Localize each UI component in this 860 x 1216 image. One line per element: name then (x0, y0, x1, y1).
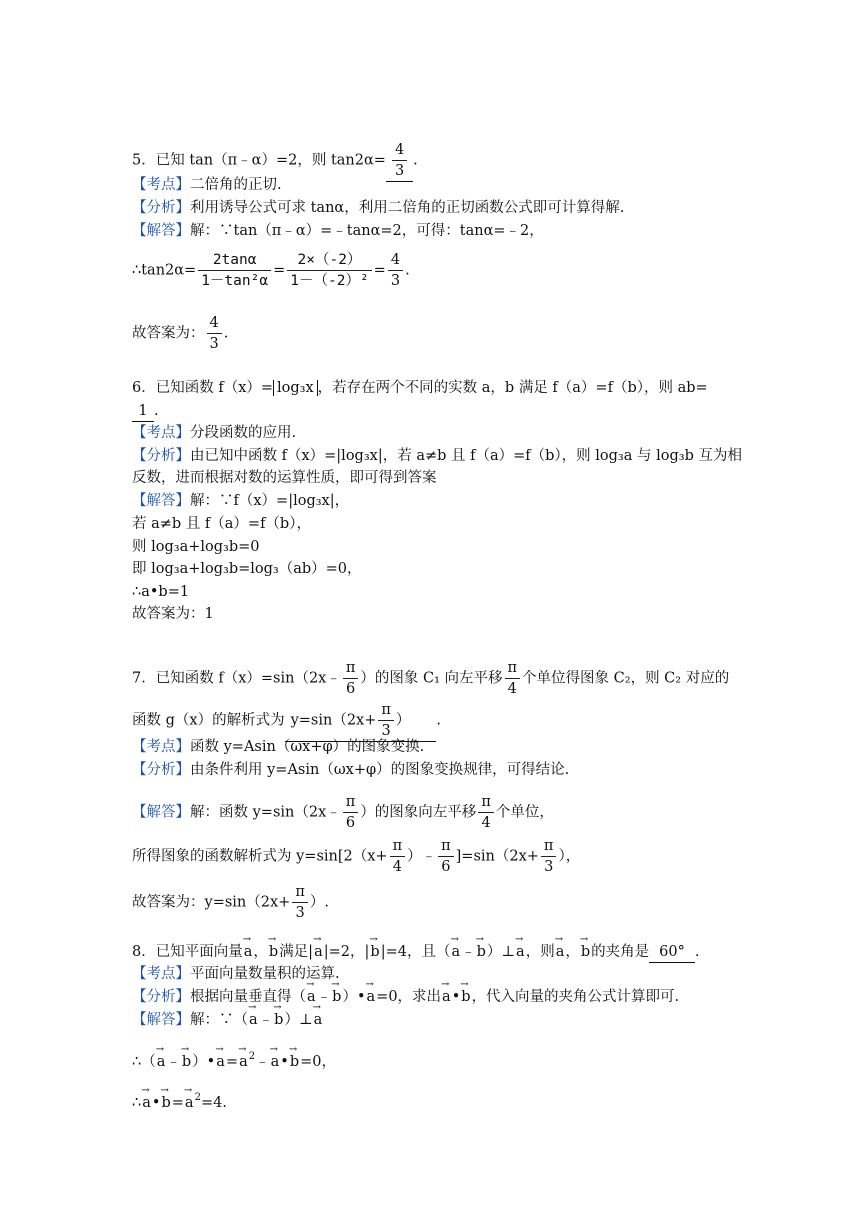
q5-der-f1-den: 1－tan²α (198, 270, 271, 291)
q8-vec-b-2: → b (369, 942, 380, 962)
q7-six: 6 (343, 678, 359, 699)
q8-kaodian-text: 平面向量数量积的运算. (190, 966, 340, 982)
q8-stem-a: 8．已知平面向量 (132, 944, 243, 960)
q8-comma-2: ， (565, 944, 580, 960)
q8-fx-d: ，代入向量的夹角公式计算即可. (471, 989, 680, 1005)
q8-fx-dot: • (451, 989, 461, 1005)
q7-jd-six: 6 (343, 812, 359, 833)
q7-jd-pi: π (345, 794, 356, 810)
q6-stem-a: 6．已知函数 f（x）= (132, 380, 274, 396)
q5-der-eq: = (273, 262, 286, 279)
q8-l2-vec-a-2: → a (215, 1052, 226, 1072)
q7-ans-a: y=sin（2x+ (290, 712, 377, 729)
q6-jieda-line4: 即 log₃a+log₃b=log₃（ab）=0， (132, 561, 362, 577)
q5-final-end: . (223, 325, 229, 342)
q7-ans-three: 3 (378, 720, 394, 741)
q6-jieda-line1: 解：∵f（x）=|log₃x|， (190, 493, 350, 509)
q8-vec-b-4: → b (580, 942, 591, 962)
q7-ans-pi: π (381, 702, 391, 718)
q6-fenxi-line1: 由已知中函数 f（x）=|log₃x|，若 a≠b 且 f（a）=f（b），则 log₃a 与 log₃b 互为相 (190, 448, 742, 464)
q8-l2-vec-b-2: → b (289, 1052, 300, 1072)
q7-four: 4 (505, 678, 521, 699)
q8-comma: ， (253, 944, 268, 960)
kaodian-tag: 【考点】 (132, 966, 190, 982)
q7-jd-four: 4 (478, 812, 494, 833)
q8-l2-vec-a-3: → a (238, 1052, 249, 1072)
q6-jieda-2 (132, 514, 311, 534)
q8-result (132, 1088, 227, 1113)
q7-kaodian-text: 函数 y=Asin（ωx+φ）的图象变换. (190, 739, 425, 755)
q7-final-three: 3 (292, 902, 308, 923)
fenxi-tag: 【分析】 (132, 989, 190, 1005)
q6-stem-end: . (154, 403, 159, 419)
jieda-tag: 【解答】 (132, 493, 190, 509)
q6-jieda-line3: 则 log₃a+log₃b=0 (132, 539, 260, 555)
q7-derivation (132, 836, 580, 877)
q8-l3-vec-b: → b (160, 1093, 171, 1113)
q7-jieda (132, 792, 554, 833)
q6-stem-answer (132, 401, 159, 422)
q8-l2-e: =0， (300, 1054, 336, 1070)
q6-jieda-3 (132, 537, 259, 557)
q8-l2-vec-b: → b (181, 1052, 192, 1072)
q6-stem-b: ，若存在两个不同的实数 a，b 满足 f（a）=f（b），则 ab= (317, 380, 708, 396)
q8-l2-minus: ﹣ (166, 1054, 181, 1070)
q7-final-pi: π (295, 884, 305, 900)
jieda-tag: 【解答】 (132, 1012, 190, 1028)
q5-der-eq2: = (373, 262, 386, 279)
q5-derivation (132, 250, 410, 291)
q6-jieda-4 (132, 559, 362, 579)
q8-fx-minus: ﹣ (316, 989, 332, 1005)
q5-answer-blank (386, 140, 413, 182)
q7-stem-c: 个单位得图象 C₂，则 C₂ 对应的 (522, 670, 730, 687)
q6-stem (132, 378, 708, 398)
q6-jieda-line2: 若 a≠b 且 f（a）=f（b）， (132, 516, 311, 532)
q6-jieda-5 (132, 582, 189, 602)
q6-jieda-line5: ∴a•b=1 (132, 584, 190, 600)
q8-jd-vec-a: → a (248, 1010, 259, 1030)
q7-l2-c: ]=sin（2x+ (455, 848, 539, 865)
q7-stem-d: 函数 g（x）的解析式为 (132, 712, 285, 729)
q7-pi: π (345, 660, 356, 676)
q5-stem-end: . (413, 152, 418, 169)
q7-answer-blank (285, 700, 437, 742)
q7-final-b: ）. (309, 894, 329, 911)
fenxi-tag: 【分析】 (132, 762, 190, 778)
q7-l2-d: ）， (558, 848, 581, 865)
q8-fx-c: =0，求出 (376, 989, 442, 1005)
q5-der-r-num: 4 (390, 252, 401, 268)
q6-kaodian (132, 423, 296, 443)
q8-stem-e: ）⊥ (486, 944, 516, 960)
q8-vec-b: → b (268, 942, 279, 962)
q5-stem-text: 5．已知 tan（π﹣α）=2，则 tan2α= (132, 152, 386, 169)
q5-der-end: . (405, 262, 410, 279)
q8-l3-sq: 2 (194, 1092, 201, 1103)
q5-final (132, 313, 228, 354)
q8-vec-a-4: → a (515, 942, 526, 962)
q8-minus: ﹣ (461, 944, 476, 960)
q8-l3-b: = (171, 1095, 184, 1111)
q7-l2-b: ）﹣ (407, 848, 437, 865)
fenxi-tag: 【分析】 (132, 448, 190, 464)
q8-answer-blank: 60° (649, 942, 695, 963)
q8-fx-vec-b-2: → b (460, 987, 471, 1007)
q5-answer-den: 3 (392, 160, 407, 181)
kaodian-tag: 【考点】 (132, 425, 190, 441)
q7-l2-pi-3: π (543, 838, 554, 854)
q8-l3-vec-a-2: → a (184, 1093, 195, 1113)
q7-jd-pi-2: π (481, 794, 491, 810)
q5-der-pre: ∴tan2α= (132, 262, 197, 279)
q6-fenxi-cont (132, 468, 437, 488)
q5-fenxi (132, 198, 624, 218)
q5-final-pre: 故答案为： (132, 325, 205, 342)
kaodian-tag: 【考点】 (132, 177, 190, 193)
kaodian-tag: 【考点】 (132, 739, 190, 755)
q8-jd-minus: ﹣ (258, 1012, 274, 1028)
q7-l2-pi-2: π (441, 838, 451, 854)
q7-stem-b: ）的图象 C₁ 向左平移 (360, 670, 503, 687)
q7-l2-three: 3 (541, 856, 557, 877)
q8-jd-vec-a-2: → a (313, 1010, 324, 1030)
q5-final-num: 4 (209, 315, 219, 331)
q5-kaodian (132, 175, 282, 195)
q8-stem-b: 满足| (279, 944, 314, 960)
q8-stem-d: |=4，且（ (380, 944, 451, 960)
q5-kaodian-text: 二倍角的正切. (190, 177, 282, 193)
q7-stem-a: 7．已知函数 f（x）=sin（2x﹣ (132, 670, 341, 687)
q6-fenxi-line2: 反数，进而根据对数的运算性质，即可得到答案 (132, 470, 437, 486)
q7-stem (132, 658, 729, 699)
q8-l3-c: =4. (200, 1095, 227, 1111)
q8-l2-sq: 2 (248, 1051, 256, 1062)
q6-stem-abs: log₃x (273, 380, 318, 396)
q8-l2-dot: • (280, 1054, 289, 1070)
jieda-tag: 【解答】 (132, 804, 190, 821)
q5-jieda-text: 解：∵tan（π﹣α）=﹣tanα=2，可得：tanα=﹣2， (190, 223, 544, 239)
q8-l2-b: ）• (192, 1054, 216, 1070)
jieda-tag: 【解答】 (132, 223, 190, 239)
q8-fx-b: ）• (342, 989, 366, 1005)
q8-jd1-a: 解：∵（ (190, 1012, 248, 1028)
q7-l2-four: 4 (390, 856, 406, 877)
q8-fx-vec-a-3: → a (441, 987, 452, 1007)
fenxi-tag: 【分析】 (132, 200, 190, 216)
q8-fx-a: 根据向量垂直得（ (190, 989, 306, 1005)
q5-der-f2-num: 2×（-2） (297, 252, 362, 268)
q5-der-f2-den: 1－（-2）² (287, 270, 371, 291)
q8-jd1-b: ）⊥ (284, 1012, 313, 1028)
q5-answer-num: 4 (394, 142, 405, 158)
q8-vec-a-2: → a (313, 942, 324, 962)
q7-jd1-b: ）的图象向左平移 (360, 804, 477, 821)
q8-l3-dot: • (151, 1095, 161, 1111)
q7-fenxi-text: 由条件利用 y=Asin（ωx+φ）的图象变换规律，可得结论. (190, 762, 570, 778)
q8-vec-a-5: → a (555, 942, 566, 962)
q6-kaodian-text: 分段函数的应用. (190, 425, 297, 441)
q8-stem-c: |=2，| (323, 944, 370, 960)
q8-l2-vec-a-4: → a (270, 1052, 281, 1072)
q8-l2-vec-a: → a (156, 1052, 167, 1072)
q8-derivation (132, 1047, 336, 1072)
q7-jd1-c: 个单位， (495, 804, 554, 821)
q7-l2-pi: π (392, 838, 403, 854)
q6-jieda-6 (132, 604, 214, 624)
q8-vec-b-3: → b (476, 942, 487, 962)
q5-fenxi-text: 利用诱导公式可求 tanα，利用二倍角的正切函数公式即可计算得解. (190, 200, 625, 216)
q5-jieda (132, 221, 544, 241)
q7-kaodian (132, 737, 424, 757)
q8-stem (132, 942, 699, 963)
q8-l3-a: ∴ (132, 1095, 142, 1111)
q8-vec-a: → a (243, 942, 254, 962)
q8-fenxi (132, 987, 679, 1007)
q7-stem-2 (132, 700, 441, 742)
q8-jd-vec-b: → b (273, 1010, 284, 1030)
q5-der-r-den: 3 (388, 270, 403, 291)
q8-fx-vec-b: → b (331, 987, 342, 1007)
q8-fx-vec-a-2: → a (366, 987, 377, 1007)
q6-jieda-line6: 故答案为：1 (132, 606, 214, 622)
q8-stem-f: ，则 (525, 944, 555, 960)
q8-l3-vec-a: → a (141, 1093, 152, 1113)
q6-answer-blank: 1 (132, 401, 154, 422)
q8-jieda (132, 1010, 323, 1030)
q7-jd1-a: 解：函数 y=sin（2x﹣ (190, 804, 341, 821)
q8-l2-c: = (225, 1054, 239, 1070)
q8-vec-a-3: → a (450, 942, 461, 962)
q8-l2-d: ﹣ (255, 1054, 270, 1070)
q7-pi-2: π (507, 660, 518, 676)
q7-l2-six: 6 (438, 856, 454, 877)
q7-fenxi (132, 760, 569, 780)
q7-ans-b: ） (395, 712, 411, 729)
q8-stem-end: . (694, 944, 700, 960)
q6-jieda (132, 491, 349, 511)
q8-fx-vec-a: → a (306, 987, 317, 1007)
q5-final-den: 3 (207, 333, 222, 354)
q6-fenxi (132, 446, 742, 466)
q7-l2-a: 所得图象的函数解析式为 y=sin[2（x+ (132, 848, 388, 865)
q7-stem-end: . (436, 712, 442, 729)
q8-l2-a: ∴（ (132, 1054, 156, 1070)
q7-final (132, 882, 329, 923)
q5-der-f1-num: 2tanα (212, 252, 257, 268)
q8-stem-g: 的夹角是 (591, 944, 650, 960)
q7-final-a: 故答案为：y=sin（2x+ (132, 894, 291, 911)
